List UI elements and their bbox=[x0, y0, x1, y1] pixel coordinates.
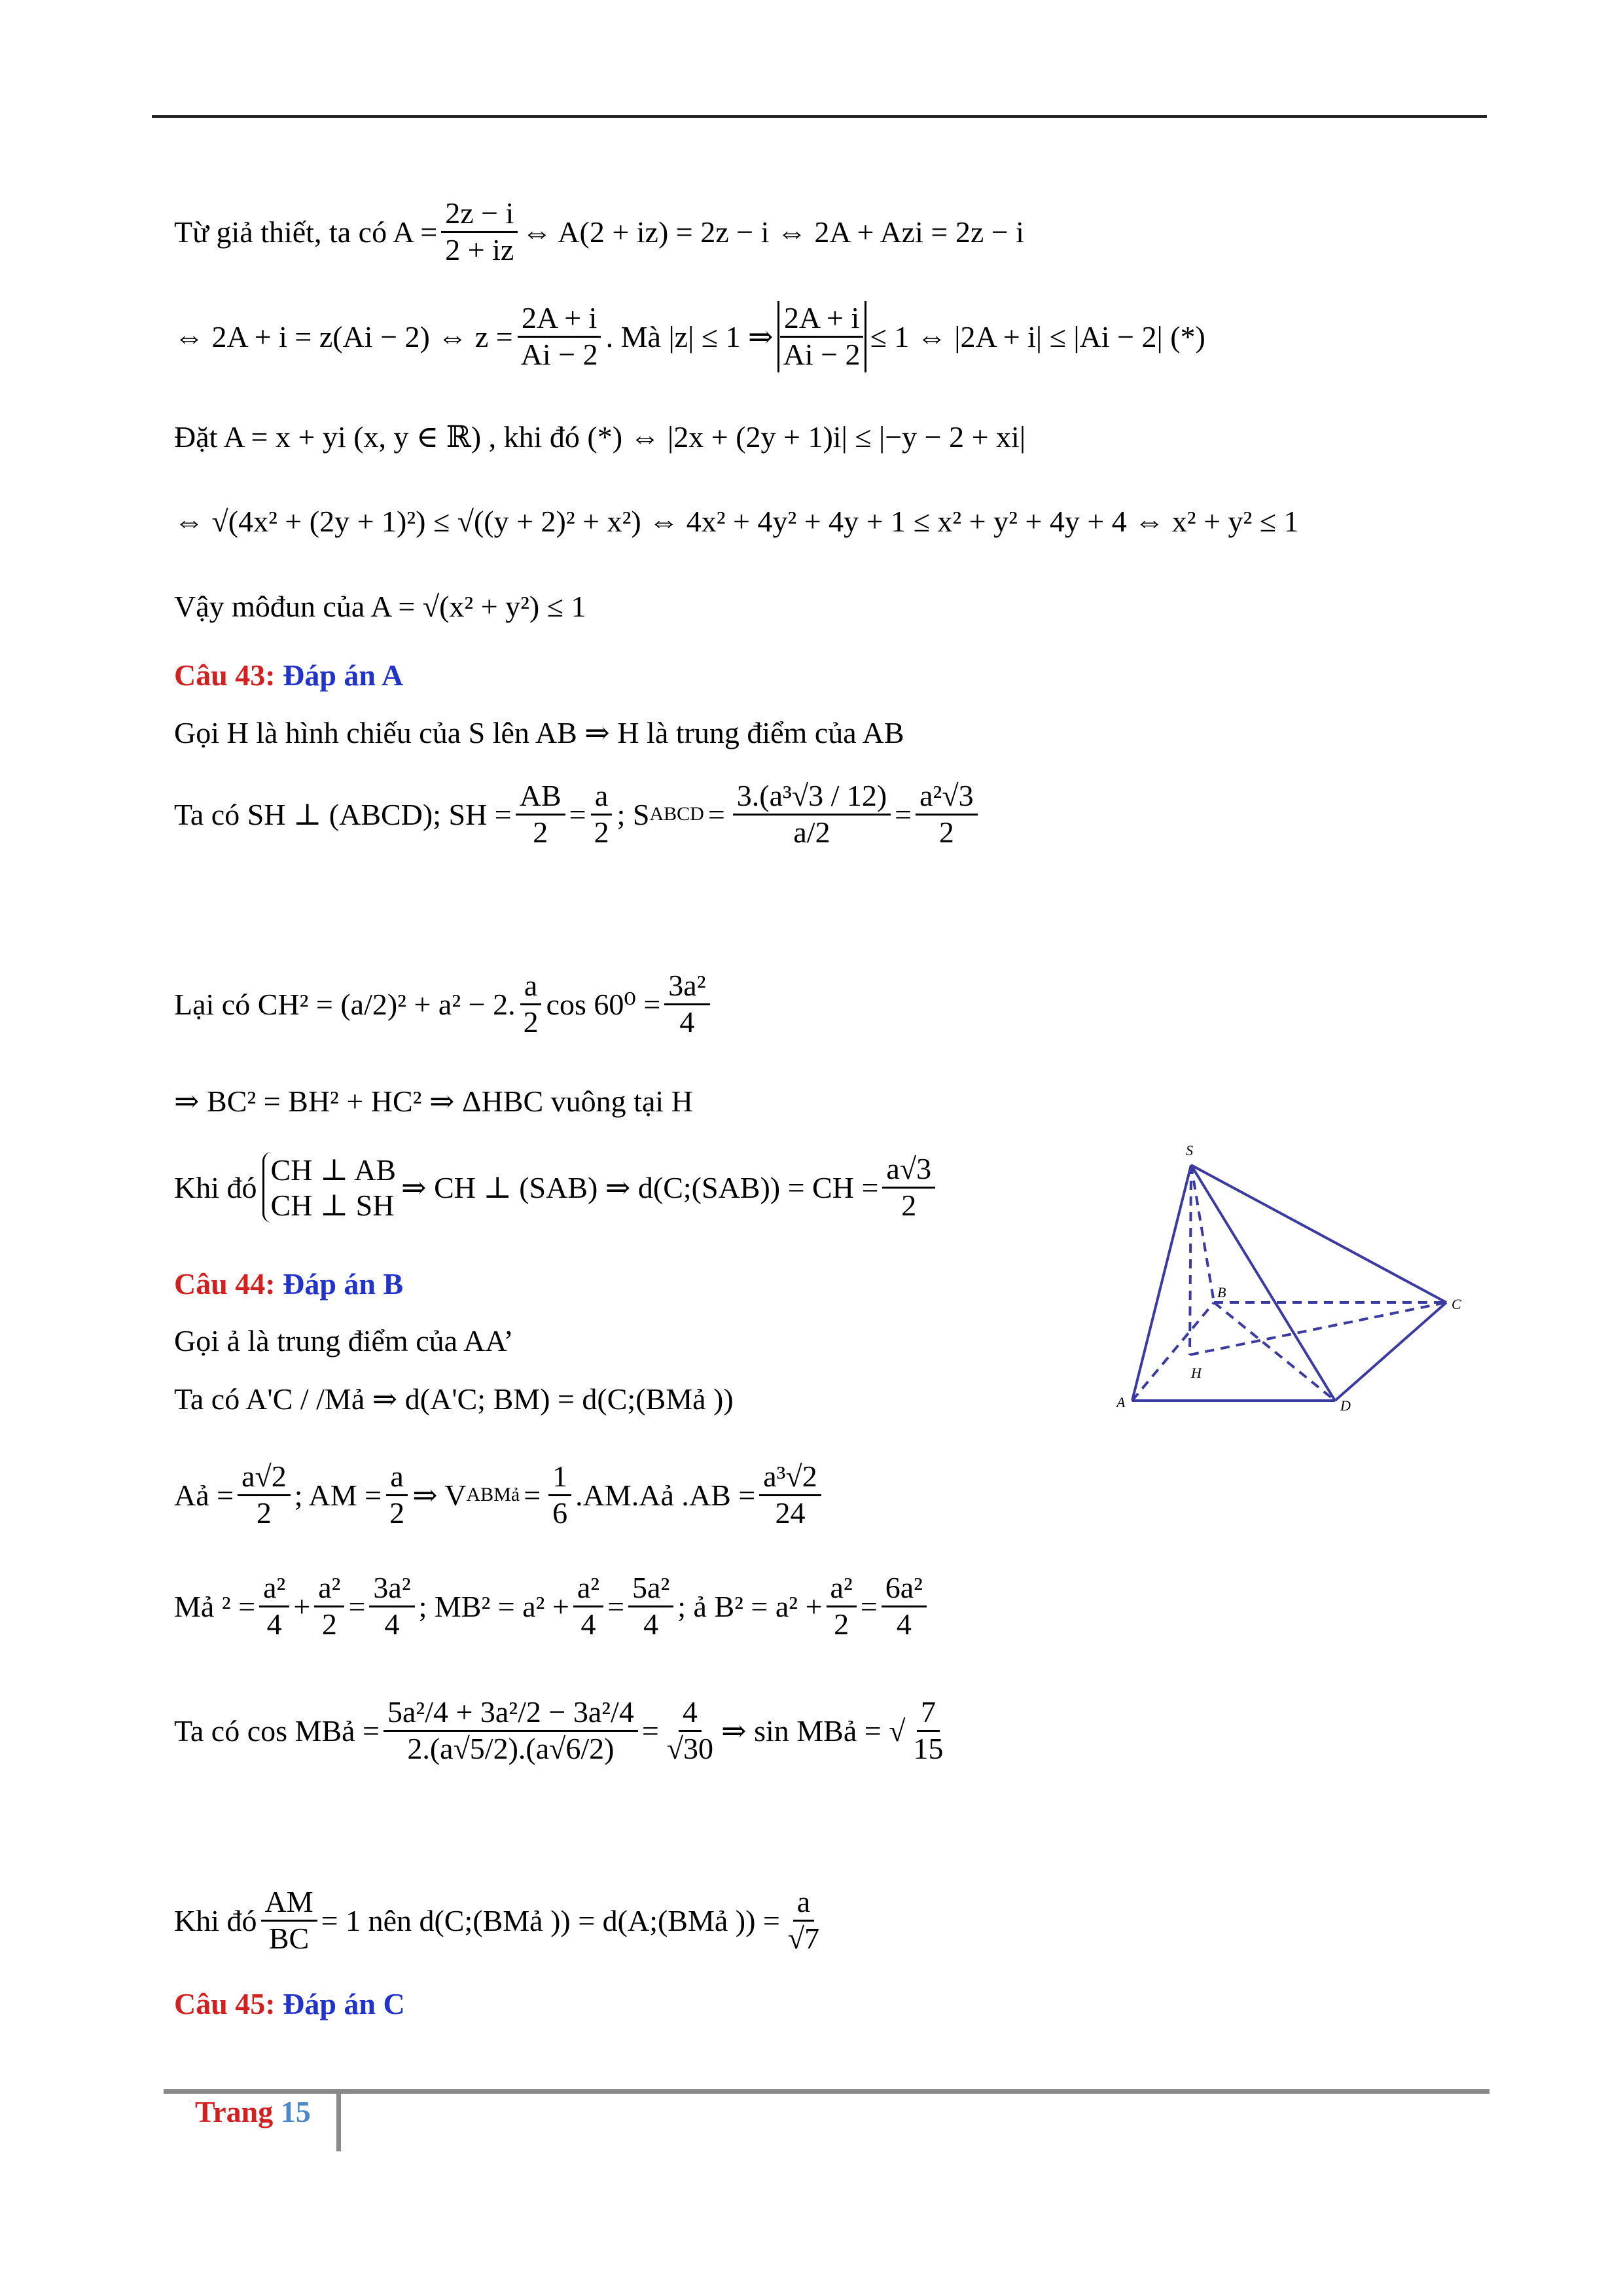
eq-line-9: ⇒ BC² = BH² + HC² ⇒ ΔHBC vuông tại H bbox=[174, 1085, 693, 1118]
label-D: D bbox=[1340, 1397, 1351, 1414]
label-A: A bbox=[1116, 1394, 1126, 1410]
label-B: B bbox=[1217, 1284, 1226, 1300]
eq-line-13: Aả = $\frac{a√2}{2}$ ; AM = $\frac{a}{2}$ ⇒ V ABMả = $\frac{1}{6}$ .AM.Aả .AB = $\frac{\text{a³√2}}{24}$ bbox=[174, 1460, 825, 1531]
eq-line-8: Lại có CH² = (a/2)² + a² − 2. $\frac{a}{2}$ cos 60⁰ = $\frac{\text{3a²}}{4}$ bbox=[174, 969, 714, 1040]
page-number: Trang 15 bbox=[195, 2095, 311, 2128]
header-rule bbox=[152, 115, 1487, 118]
eq-line-1: Từ giả thiết, ta có A = $\frac{2z - i}{2 + iz}$ ⇔ A(2 + iz) = 2z − i ⇔ 2A + Azi = 2z − i bbox=[174, 196, 1024, 266]
heading-cau-45: Câu 45: Đáp án C bbox=[174, 1987, 405, 2020]
eq-line-12: Ta có A'C / /Mả ⇒ d(A'C; BM) = d(C;(BMả )) bbox=[174, 1382, 734, 1416]
label-C: C bbox=[1452, 1296, 1461, 1312]
eq-line-7: Ta có SH ⊥ (ABCD); SH = $\frac{AB}{2}$ = $\frac{a}{2}$ ; S ABCD = $\frac{\text{3.(a³√3 / 12)}}{a/2}$ = $\frac{\text{a²√3}}{2}$ bbox=[174, 779, 982, 850]
eq-line-14: Mả ² = $\frac{\text{a²}}{4}$ + $\frac{\text{a²}}{2}$ = $\frac{\text{3a²}}{4}$ ; MB² = a² + $\frac{\text{a²}}{4}$ = $\frac{\text{5a²}}{4}$ ; ả B² = a² + $\frac{\text{a²}}{2}$ = $\frac{\text{6a²}}{4}$ bbox=[174, 1571, 931, 1642]
footer-divider bbox=[336, 2091, 341, 2151]
eq-line-15: Ta có cos MBả = $\frac{\text{5a²/4 + 3a²/2 − 3a²/4}}{2.(a√5/2).(a√6/2)}$ = $\frac{4}{√30}$ ⇒ sin MBả = √ $\frac{7}{15}$ bbox=[174, 1695, 944, 1765]
text-line-11: Gọi ả là trung điểm của AA’ bbox=[174, 1324, 514, 1357]
eq-line-2: ⇔ 2A + i = z(Ai − 2) ⇔ z = $\frac{2A + i}{Ai - 2}$ . Mà |z| ≤ 1 ⇒ $\frac{2A + i}{Ai - 2}$ ≤ 1 ⇔ |2A + i| ≤ |Ai − 2| (*) bbox=[174, 301, 1205, 371]
eq-line-5: Vậy môđun của A = √(x² + y²) ≤ 1 bbox=[174, 590, 586, 623]
eq-line-10: Khi đó CH ⊥ AB CH ⊥ SH ⇒ CH ⊥ (SAB) ⇒ d(C;(SAB)) = CH = $\frac{a√3}{2}$ bbox=[174, 1152, 939, 1223]
label-H: H bbox=[1191, 1365, 1202, 1381]
eq-line-4: ⇔ √(4x² + (2y + 1)²) ≤ √((y + 2)² + x²) ⇔ 4x² + 4y² + 4y + 1 ≤ x² + y² + 4y + 4 ⇔ x² + y² ≤ 1 bbox=[174, 505, 1299, 538]
eq-line-3: Đặt A = x + yi (x, y ∈ ℝ) , khi đó (*) ⇔ |2x + (2y + 1)i| ≤ |−y − 2 + xi| bbox=[174, 420, 1026, 454]
heading-cau-43: Câu 43: Đáp án A bbox=[174, 658, 404, 692]
text-line-6: Gọi H là hình chiếu của S lên AB ⇒ H là trung điểm của AB bbox=[174, 716, 904, 749]
label-S: S bbox=[1186, 1142, 1193, 1158]
eq-line-16: Khi đó $\frac{AM}{BC}$ = 1 nên d(C;(BMả )) = d(A;(BMả )) = $\frac{a}{√7}$ bbox=[174, 1885, 820, 1955]
heading-cau-44: Câu 44: Đáp án B bbox=[174, 1267, 404, 1300]
footer-rule bbox=[164, 2089, 1489, 2094]
pyramid-figure bbox=[1113, 1126, 1479, 1427]
